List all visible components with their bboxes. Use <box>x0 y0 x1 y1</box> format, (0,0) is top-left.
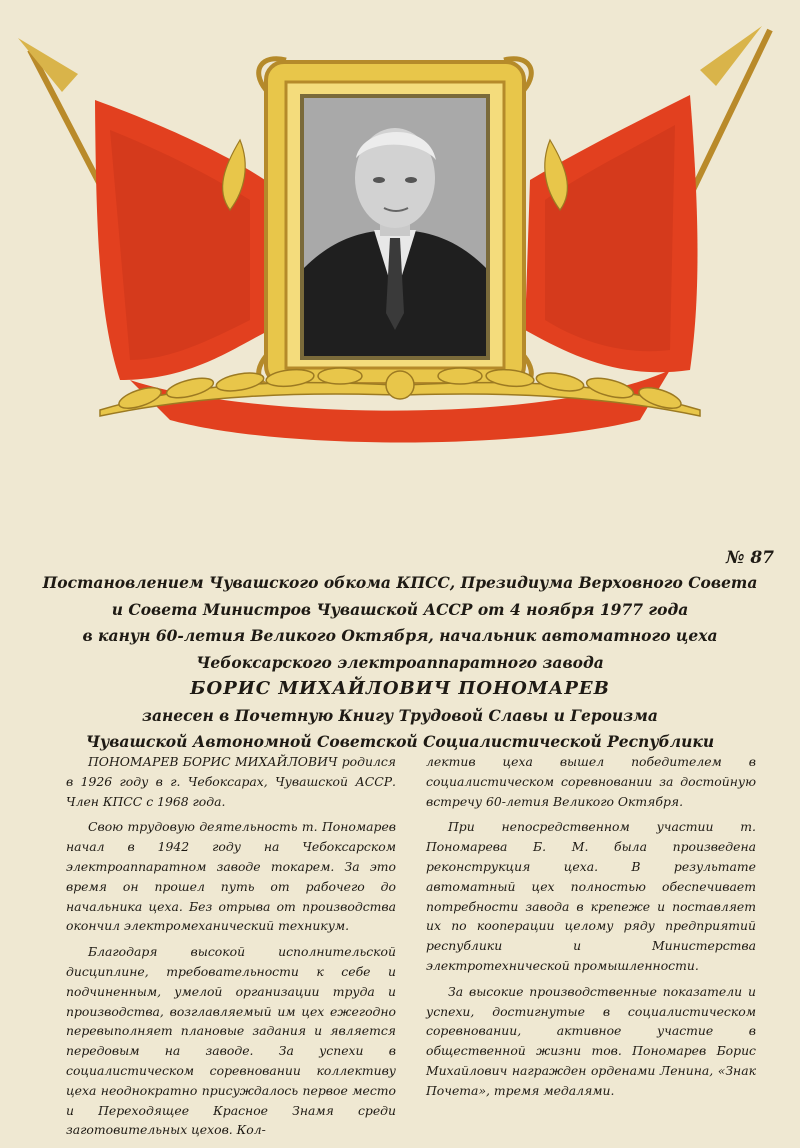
person-name: БОРИС МИХАЙЛОВИЧ ПОНОМАРЕВ <box>190 678 610 699</box>
emblem <box>0 0 800 470</box>
biography-paragraph: Благодаря высокой исполнительской дисциплине, требовательности к себе и подчиненным, умелой организации труда и производства, возглавляемый им цех ежегодно перевыполняет плановые задания и является передовым на заводе. За успехи в социалистическом соревновании коллективу цеха неоднократно присуждалось первое место и Переходящее Красное Знамя среди заготовительных цехов. Кол- <box>66 944 396 1138</box>
heading-line: Постановлением Чувашского обкома КПСС, Президиума Верховного Совета <box>42 573 758 592</box>
biography-paragraph: При непосредственном участии т. Пономарева Б. М. была произведена реконструкция цеха. В результате автоматный цех полностью обеспечивает потребности завода в крепеже и поставляет их по кооперации целому ряду предприятий республики и Министерства электротехнической промышленности. <box>426 819 756 973</box>
biography-paragraph: За высокие производственные показатели и успехи, достигнутые в социалистическом соревновании, активное участие в общественной жизни тов. Пономарев Борис Михайлович награжден орденами Ленина, «Знак Почета», тремя медалями. <box>426 983 756 1098</box>
biography-columns <box>66 752 782 1138</box>
biography-paragraph: лектив цеха вышел победителем в социалистическом соревновании за достойную встречу 60-летия Великого Октября. <box>426 754 756 809</box>
decree-heading <box>40 570 760 756</box>
entry-line: Чувашской Автономной Советской Социалистической Республики <box>85 732 715 751</box>
biography-paragraph: Свою трудовую деятельность т. Пономарев начал в 1942 году на Чебоксарском электроаппаратном заводе токарем. За это время он прошел путь от рабочего до начальника цеха. Без отрыва от производства окончил электромеханический техникум. <box>66 819 396 934</box>
heading-line: в канун 60-летия Великого Октября, начальник автоматного цеха <box>82 626 718 645</box>
right-spear-tip-icon <box>700 26 762 86</box>
biography-paragraph: ПОНОМАРЕВ БОРИС МИХАЙЛОВИЧ родился в 1926 году в г. Чебоксарах, Чувашской АССР. Член КПСС с 1968 года. <box>66 754 396 809</box>
heading-line: Чебоксарского электроаппаратного завода <box>196 652 604 672</box>
document-number: № 87 <box>725 548 774 568</box>
right-column <box>426 752 756 1107</box>
entry-line: занесен в Почетную Книгу Трудовой Славы и Героизма <box>142 705 658 725</box>
portrait-photo <box>304 98 486 356</box>
left-column <box>66 752 396 1146</box>
heading-line: и Совета Министров Чувашской АССР от 4 ноября 1977 года <box>111 599 689 619</box>
